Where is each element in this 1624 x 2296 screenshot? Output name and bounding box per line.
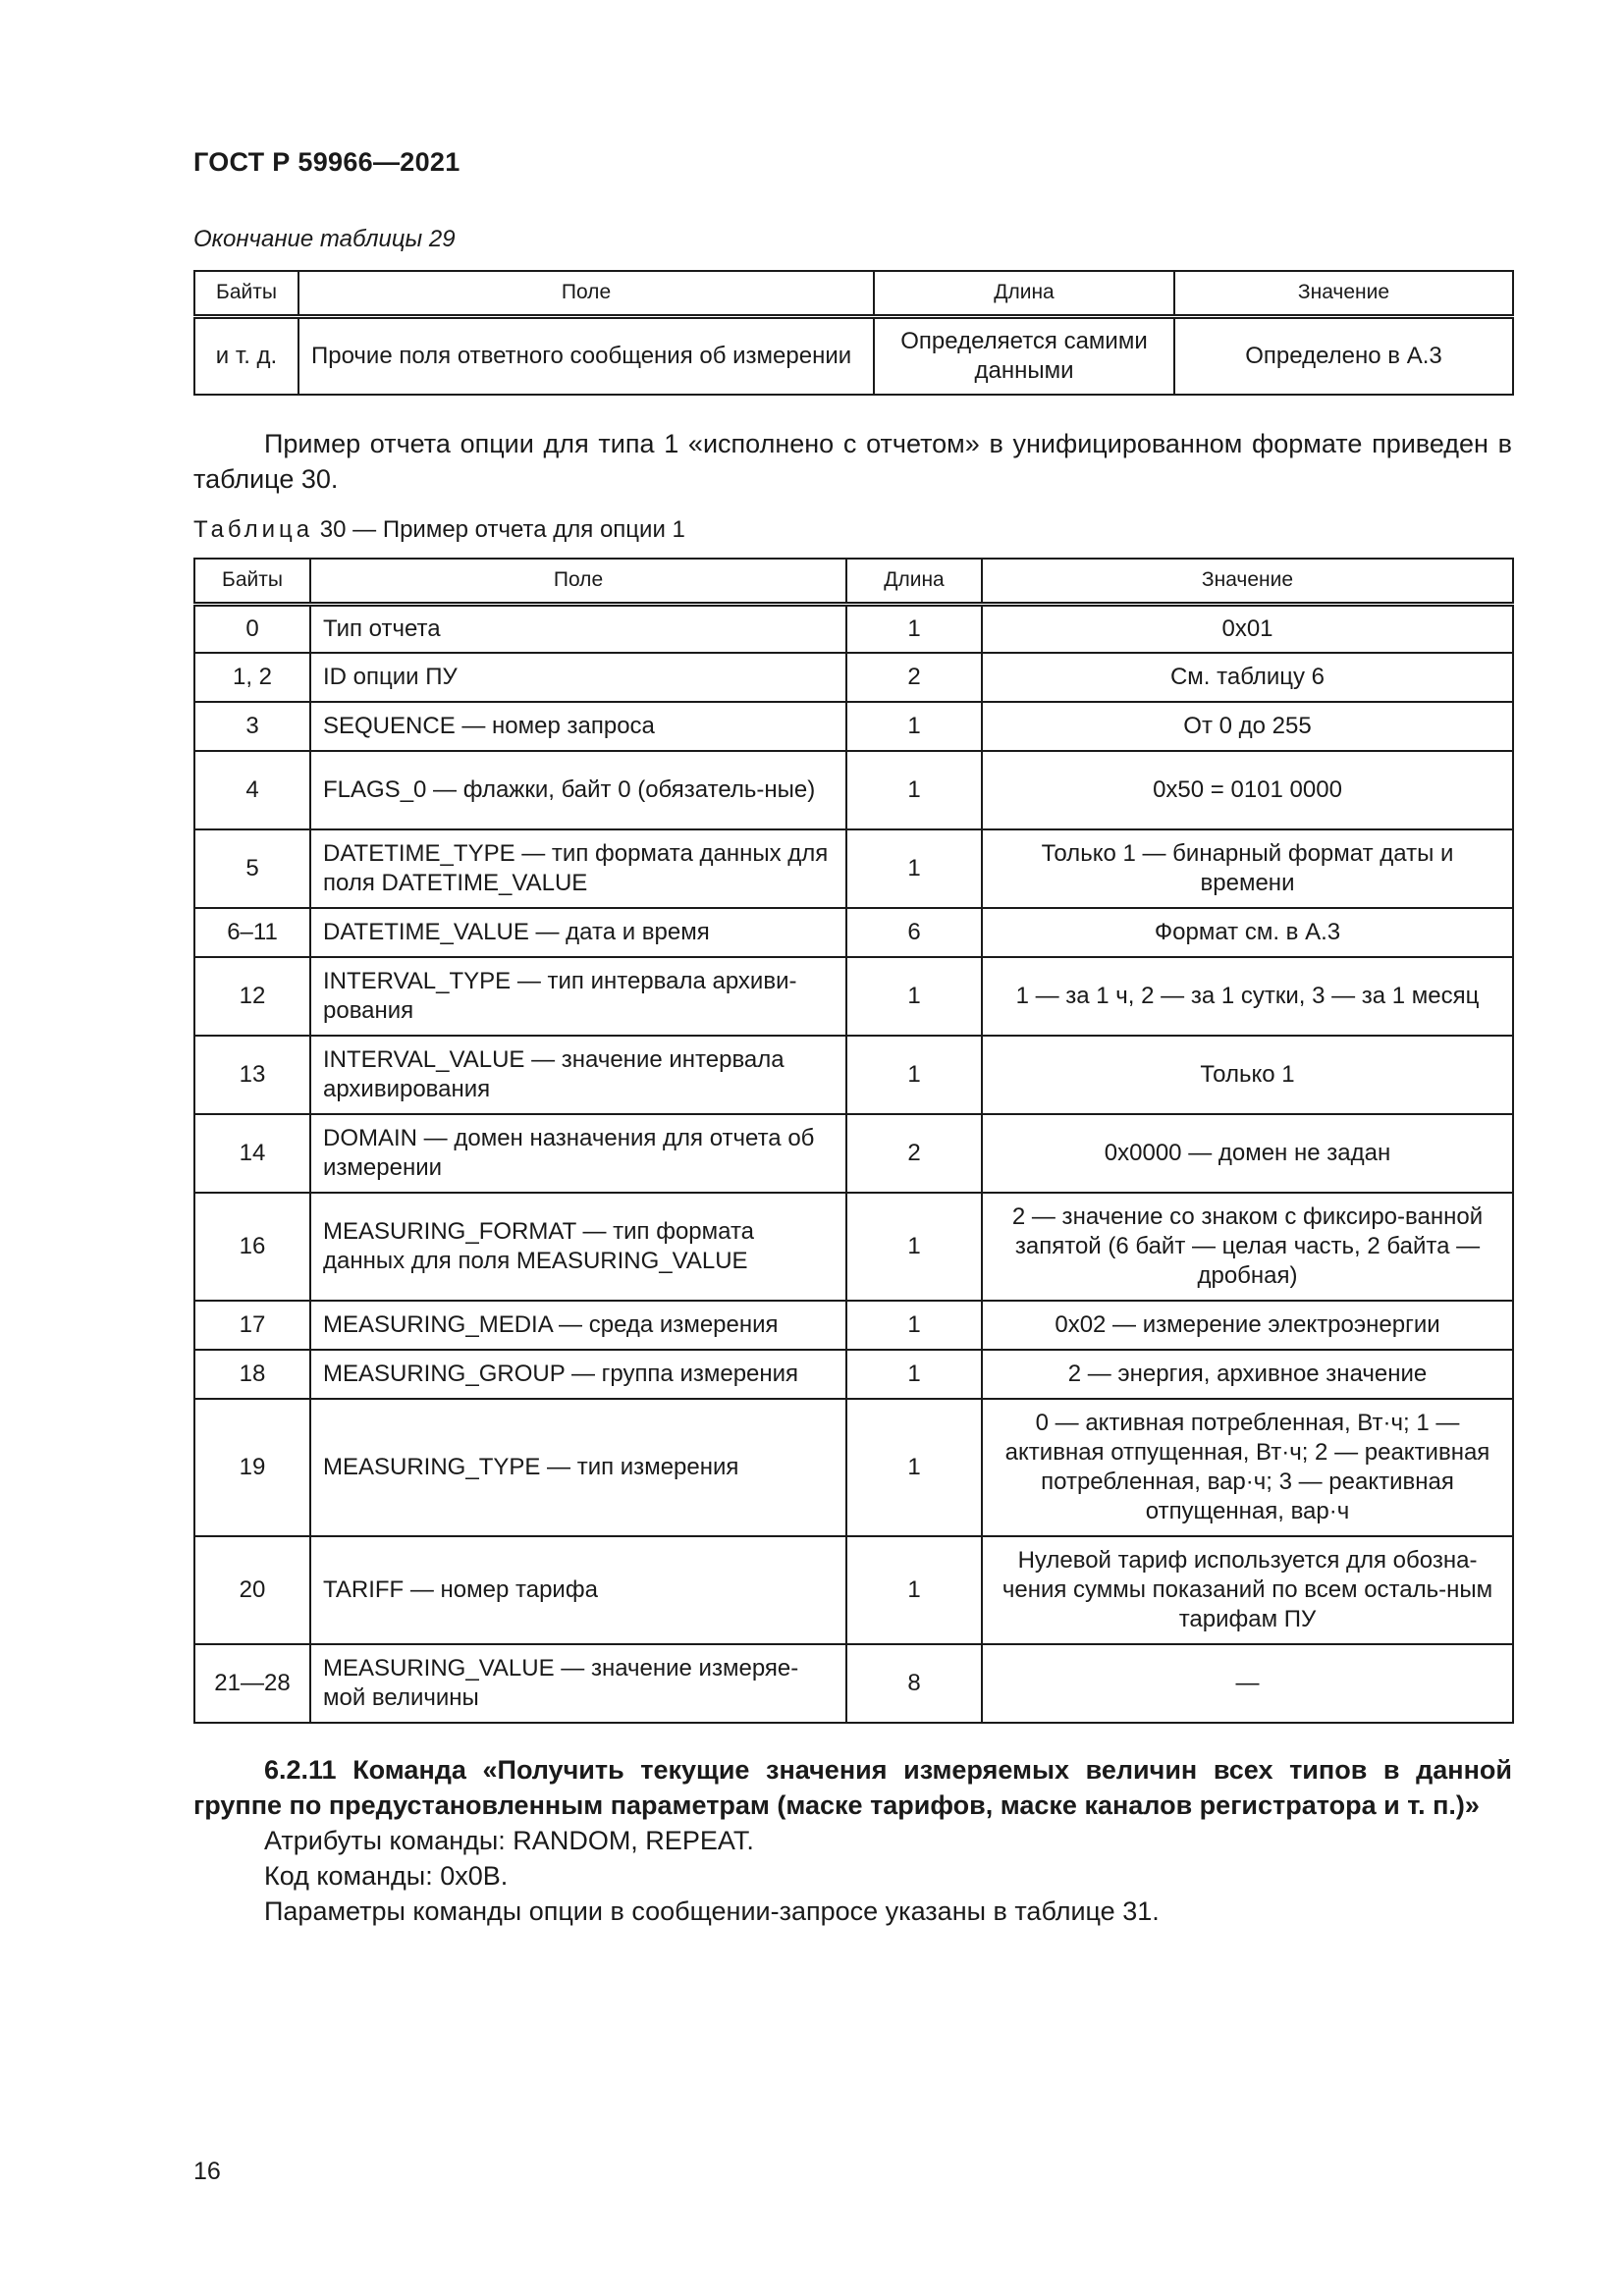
table-cell: 0x50 = 0101 0000 [982,751,1513,829]
table-cell: От 0 до 255 [982,702,1513,751]
table-cell: Нулевой тариф используется для обозна-чения суммы показаний по всем осталь-ным тарифам ПУ [982,1536,1513,1644]
table-row [194,1301,1513,1350]
table-cell: 2 — значение со знаком с фиксиро-ванной запятой (6 байт — целая часть, 2 байта — дробная) [982,1193,1513,1301]
table-row [194,751,1513,829]
table-cell: 6 [846,908,982,957]
table-29 [193,270,1514,396]
table-cell: 4 [194,751,310,829]
command-params-note: Параметры команды опции в сообщении-запросе указаны в таблице 31. [264,1896,1160,1926]
column-header: Поле [298,271,874,316]
section-6-2-11-heading: 6.2.11 Команда «Получить текущие значения измеряемых величин всех типов в данной группе по предустановленным параметрам (маске тарифов, маске каналов регистратора и т. п.)» [193,1755,1512,1820]
table-cell: 12 [194,957,310,1036]
table-cell: 1 [846,1301,982,1350]
table-row [194,1536,1513,1644]
table-cell: 1 [846,1536,982,1644]
table-cell: FLAGS_0 — флажки, байт 0 (обязатель-ные) [310,751,846,829]
table-cell: MEASURING_MEDIA — среда измерения [310,1301,846,1350]
table-cell: 17 [194,1301,310,1350]
table-cell: MEASURING_VALUE — значение измеряе-мой величины [310,1644,846,1723]
table-row [194,829,1513,908]
table-cell: DATETIME_TYPE — тип формата данных для поля DATETIME_VALUE [310,829,846,908]
table-row [194,957,1513,1036]
table-row [194,1350,1513,1399]
table-cell: 1 [846,604,982,653]
table-cell: Определено в А.3 [1174,316,1513,395]
table-row [194,1193,1513,1301]
column-header: Значение [1174,271,1513,316]
table-cell: DOMAIN — домен назначения для отчета об измерении [310,1114,846,1193]
table-cell: 0 — активная потребленная, Вт·ч; 1 — активная отпущенная, Вт·ч; 2 — реактивная потребленная, вар·ч; 3 — реактивная отпущенная, вар·ч [982,1399,1513,1536]
table-row [194,908,1513,957]
table-cell: MEASURING_TYPE — тип измерения [310,1399,846,1536]
table-row [194,702,1513,751]
table-cell: 3 [194,702,310,751]
table-cell: Только 1 [982,1036,1513,1114]
command-attributes: Атрибуты команды: RANDOM, REPEAT. [264,1826,754,1855]
table-cell: 1 [846,1036,982,1114]
table-cell: Формат см. в А.3 [982,908,1513,957]
column-header: Байты [194,271,298,316]
document-code-header: ГОСТ Р 59966—2021 [193,147,460,177]
column-header: Длина [874,271,1174,316]
column-header: Длина [846,559,982,604]
table-cell: Только 1 — бинарный формат даты и времени [982,829,1513,908]
table-cell: 0 [194,604,310,653]
table-cell: SEQUENCE — номер запроса [310,702,846,751]
table-cell: 1 [846,957,982,1036]
table-cell: 1 [846,702,982,751]
table-cell: Определяется самими данными [874,316,1174,395]
table-cell: 5 [194,829,310,908]
table-header-row [194,559,1513,604]
table-title-text: 30 — Пример отчета для опции 1 [319,516,685,543]
table-cell: 1 [846,1193,982,1301]
column-header: Поле [310,559,846,604]
table-cell: 18 [194,1350,310,1399]
table-29-continuation-caption: Окончание таблицы 29 [193,226,456,252]
table-row [194,1036,1513,1114]
table-cell: MEASURING_GROUP — группа измерения [310,1350,846,1399]
table-cell: TARIFF — номер тарифа [310,1536,846,1644]
table-30 [193,558,1514,1724]
table-header-row [194,271,1513,316]
table-cell: 1, 2 [194,653,310,702]
table-row [194,604,1513,653]
table-cell: 20 [194,1536,310,1644]
table-row [194,316,1513,395]
table-row [194,1644,1513,1723]
table-cell: 1 — за 1 ч, 2 — за 1 сутки, 3 — за 1 месяц [982,957,1513,1036]
intro-paragraph: Пример отчета опции для типа 1 «исполнено с отчетом» в унифицированном формате приведен в таблице 30. [193,429,1512,494]
table-cell: 1 [846,1399,982,1536]
table-cell: 0x0000 — домен не задан [982,1114,1513,1193]
page-number: 16 [193,2158,221,2185]
table-cell: 0x02 — измерение электроэнергии [982,1301,1513,1350]
table-cell: 2 — энергия, архивное значение [982,1350,1513,1399]
table-row [194,653,1513,702]
table-cell: INTERVAL_VALUE — значение интервала архивирования [310,1036,846,1114]
table-cell: 6–11 [194,908,310,957]
table-cell: 1 [846,1350,982,1399]
table-title-prefix: Таблица [193,516,314,543]
table-cell: См. таблицу 6 [982,653,1513,702]
command-code: Код команды: 0x0B. [264,1861,509,1891]
table-cell: 8 [846,1644,982,1723]
table-cell: MEASURING_FORMAT — тип формата данных для поля MEASURING_VALUE [310,1193,846,1301]
column-header: Байты [194,559,310,604]
table-cell: 2 [846,1114,982,1193]
table-cell: и т. д. [194,316,298,395]
table-row [194,1114,1513,1193]
table-cell: — [982,1644,1513,1723]
table-cell: 16 [194,1193,310,1301]
table-cell: ID опции ПУ [310,653,846,702]
table-row [194,1399,1513,1536]
table-cell: 0x01 [982,604,1513,653]
table-cell: Тип отчета [310,604,846,653]
table-cell: 1 [846,829,982,908]
column-header: Значение [982,559,1513,604]
table-cell: 2 [846,653,982,702]
table-cell: Прочие поля ответного сообщения об измерении [298,316,874,395]
table-cell: 19 [194,1399,310,1536]
table-30-title [193,516,685,544]
table-cell: 21—28 [194,1644,310,1723]
table-cell: 1 [846,751,982,829]
table-cell: DATETIME_VALUE — дата и время [310,908,846,957]
table-cell: INTERVAL_TYPE — тип интервала архиви-рования [310,957,846,1036]
table-cell: 13 [194,1036,310,1114]
table-cell: 14 [194,1114,310,1193]
